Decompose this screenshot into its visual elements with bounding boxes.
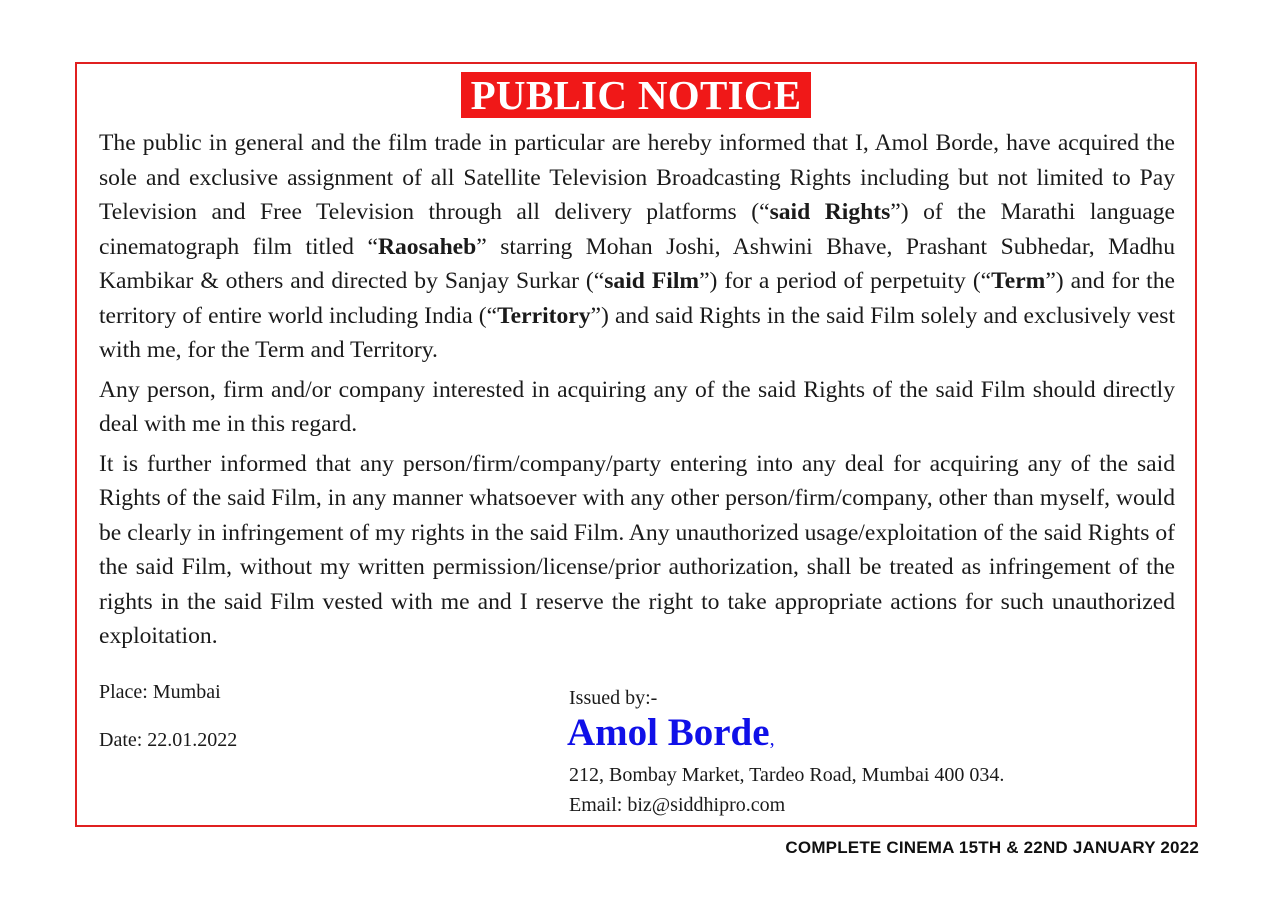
p1-bold-term: Term xyxy=(991,268,1046,294)
p1-text-6: ”) and said Rights in the said Film solely and exclusively vest with me, for the Term and Territory. xyxy=(99,302,1175,363)
issuer-name xyxy=(567,711,775,761)
issuer-name-text: Amol Borde xyxy=(567,711,770,754)
issuer-address: 212, Bombay Market, Tardeo Road, Mumbai 400 034. xyxy=(569,764,1005,786)
p1-bold-said-rights: said Rights xyxy=(769,199,891,225)
p1-text-5: ”) and for the territory of entire world including India (“ xyxy=(99,268,1175,329)
p1-text-4: ”) for a period of perpetuity (“ xyxy=(699,268,992,294)
p1-bold-said-film: said Film xyxy=(604,268,700,294)
issued-by-label: Issued by:- xyxy=(569,687,658,709)
paragraph-3: It is further informed that any person/firm/company/party entering into any deal for acquiring any of the said Rights of the said Film, in any manner whatsoever with any other person/firm/company, other than myself, would be clearly in infringement of my rights in the said Film. Any unauthorized usage/exploitation of the said Rights of the said Film, without my written permission/license/prior authorization, shall be treated as infringement of the rights in the said Film vested with me and I reserve the right to take appropriate actions for such unauthorized exploitation. xyxy=(99,450,1175,649)
p1-text-3: ” starring Mohan Joshi, Ashwini Bhave, Prashant Subhedar, Madhu Kambikar & others and directed by Sanjay Surkar (“ xyxy=(99,233,1175,294)
title-wrap xyxy=(77,72,1195,118)
paragraph-2: Any person, firm and/or company interested in acquiring any of the said Rights of the said Film should directly deal with me in this regard. xyxy=(99,376,1175,437)
p1-text-1: The public in general and the film trade in particular are hereby informed that I, Amol Borde, have acquired the sole and exclusive assignment of all Satellite Television Broadcasting Rights including but not limited to Pay Television and Free Television through all delivery platforms (“ xyxy=(99,130,1175,225)
paragraph-1 xyxy=(99,126,1175,368)
issuer-comma: , xyxy=(769,728,775,750)
notice-body xyxy=(99,126,1175,659)
issuer-email: Email: biz@siddhipro.com xyxy=(569,794,786,816)
p1-bold-territory: Territory xyxy=(497,302,591,329)
place: Place: Mumbai xyxy=(99,681,221,703)
public-notice-box xyxy=(75,62,1197,827)
p1-bold-film-title: Raosaheb xyxy=(377,233,477,260)
notice-title: PUBLIC NOTICE xyxy=(461,72,812,118)
date: Date: 22.01.2022 xyxy=(99,729,238,751)
p1-text-2: ”) of the Marathi language cinematograph film titled “ xyxy=(99,199,1175,260)
publication-footer: COMPLETE CINEMA 15TH & 22ND JANUARY 2022 xyxy=(785,838,1199,857)
